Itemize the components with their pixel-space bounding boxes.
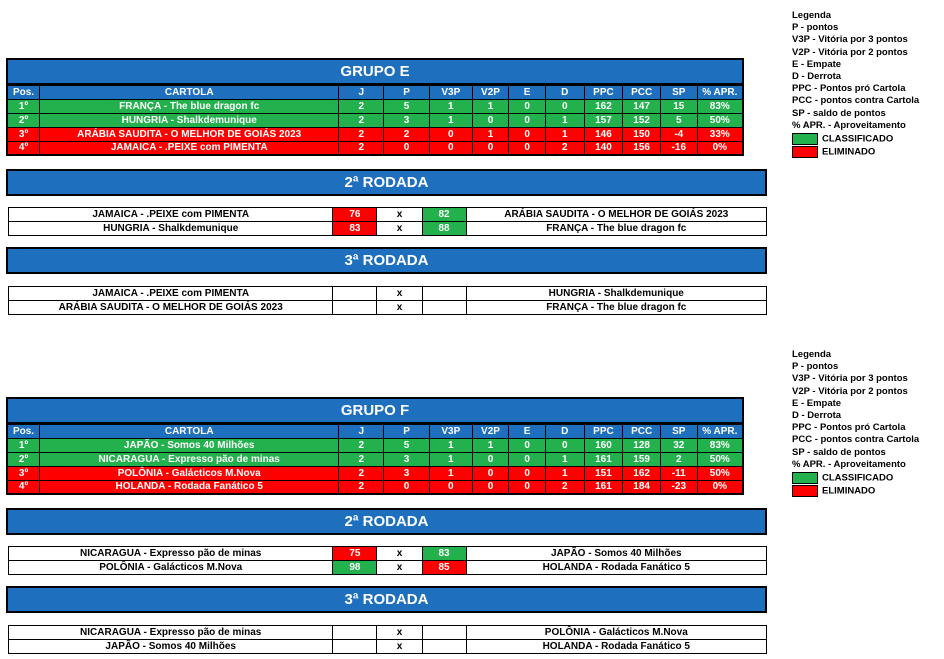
legend bbox=[792, 349, 919, 497]
cell-pcc: 147 bbox=[623, 99, 661, 113]
cell-pos: 2º bbox=[7, 113, 40, 127]
cell-v2p: 1 bbox=[472, 99, 509, 113]
cell-sp: -23 bbox=[660, 480, 697, 494]
legend-item: V3P - Vitória por 3 pontos bbox=[792, 34, 908, 46]
cell-apr: 50% bbox=[697, 466, 743, 480]
standings-row bbox=[7, 466, 743, 480]
cell-team: ARÁBIA SAUDITA - O MELHOR DE GOIÁS 2023 bbox=[40, 127, 339, 141]
cell-v2p: 1 bbox=[472, 127, 509, 141]
standings-row bbox=[7, 480, 743, 494]
cell-p: 0 bbox=[384, 480, 430, 494]
group-title: GRUPO F bbox=[6, 397, 744, 424]
cell-d: 1 bbox=[545, 113, 584, 127]
home-team: NICARAGUA - Expresso pão de minas bbox=[9, 547, 333, 561]
versus: x bbox=[377, 287, 422, 301]
cell-d: 1 bbox=[545, 452, 584, 466]
cell-v3p: 0 bbox=[429, 480, 472, 494]
cell-d: 2 bbox=[545, 480, 584, 494]
classified-swatch bbox=[792, 133, 818, 145]
standings-header-row bbox=[7, 424, 743, 438]
legend-item: E - Empate bbox=[792, 58, 842, 70]
column-header: V3P bbox=[429, 424, 472, 438]
cell-ppc: 161 bbox=[584, 480, 623, 494]
match-row bbox=[9, 208, 767, 222]
cell-j: 2 bbox=[339, 452, 384, 466]
away-team: POLÔNIA - Galácticos M.Nova bbox=[466, 626, 766, 640]
column-header: Pos. bbox=[7, 85, 40, 99]
cell-v3p: 1 bbox=[429, 438, 472, 452]
away-score: 82 bbox=[422, 208, 466, 222]
column-header: J bbox=[339, 85, 384, 99]
cell-team: HUNGRIA - Shalkdemunique bbox=[40, 113, 339, 127]
cell-pos: 4º bbox=[7, 480, 40, 494]
cell-pos: 2º bbox=[7, 452, 40, 466]
legend bbox=[792, 10, 919, 158]
cell-pcc: 152 bbox=[623, 113, 661, 127]
legend-item: SP - saldo de pontos bbox=[792, 107, 886, 119]
cell-team: JAMAICA - .PEIXE com PIMENTA bbox=[40, 141, 339, 155]
home-team: JAMAICA - .PEIXE com PIMENTA bbox=[9, 208, 333, 222]
legend-item: V3P - Vitória por 3 pontos bbox=[792, 373, 908, 385]
home-score: 98 bbox=[333, 561, 377, 575]
cell-d: 0 bbox=[545, 438, 584, 452]
versus: x bbox=[377, 208, 422, 222]
round-title: 2ª RODADA bbox=[6, 169, 767, 196]
legend-eliminated bbox=[792, 485, 919, 498]
column-header: V2P bbox=[472, 424, 509, 438]
standings-row bbox=[7, 127, 743, 141]
cell-team: JAPÃO - Somos 40 Milhões bbox=[40, 438, 339, 452]
cell-e: 0 bbox=[509, 113, 546, 127]
home-team: ARÁBIA SAUDITA - O MELHOR DE GOIÁS 2023 bbox=[9, 301, 333, 315]
legend-item: PCC - pontos contra Cartola bbox=[792, 434, 920, 446]
classified-swatch bbox=[792, 472, 818, 484]
cell-j: 2 bbox=[339, 480, 384, 494]
home-team: JAPÃO - Somos 40 Milhões bbox=[9, 640, 333, 654]
legend-item: D - Derrota bbox=[792, 410, 842, 422]
cell-sp: -16 bbox=[660, 141, 697, 155]
cell-pcc: 162 bbox=[623, 466, 661, 480]
legend-eliminated bbox=[792, 146, 919, 159]
cell-e: 0 bbox=[509, 480, 546, 494]
away-team: ARÁBIA SAUDITA - O MELHOR DE GOIÁS 2023 bbox=[466, 208, 766, 222]
home-team: JAMAICA - .PEIXE com PIMENTA bbox=[9, 287, 333, 301]
match-row bbox=[9, 301, 767, 315]
home-score bbox=[333, 287, 377, 301]
cell-e: 0 bbox=[509, 452, 546, 466]
column-header: E bbox=[509, 424, 546, 438]
legend-classified bbox=[792, 133, 919, 146]
legend-item: P - pontos bbox=[792, 22, 839, 34]
cell-pcc: 184 bbox=[623, 480, 661, 494]
home-team: HUNGRIA - Shalkdemunique bbox=[9, 222, 333, 236]
cell-ppc: 146 bbox=[584, 127, 623, 141]
home-score: 83 bbox=[333, 222, 377, 236]
cell-e: 0 bbox=[509, 141, 546, 155]
column-header: PCC bbox=[623, 85, 661, 99]
legend-item: PCC - pontos contra Cartola bbox=[792, 95, 920, 107]
home-score: 76 bbox=[333, 208, 377, 222]
standings-header-row bbox=[7, 85, 743, 99]
column-header: PCC bbox=[623, 424, 661, 438]
cell-apr: 0% bbox=[697, 141, 743, 155]
away-score: 88 bbox=[422, 222, 466, 236]
column-header: J bbox=[339, 424, 384, 438]
column-header: P bbox=[384, 424, 430, 438]
match-row bbox=[9, 547, 767, 561]
round-title: 3ª RODADA bbox=[6, 247, 767, 274]
cell-sp: 2 bbox=[660, 452, 697, 466]
cell-p: 3 bbox=[384, 452, 430, 466]
cell-v3p: 0 bbox=[429, 141, 472, 155]
cell-ppc: 151 bbox=[584, 466, 623, 480]
cell-team: HOLANDA - Rodada Fanático 5 bbox=[40, 480, 339, 494]
away-score bbox=[422, 626, 466, 640]
standings-table bbox=[6, 84, 744, 156]
cell-team: NICARAGUA - Expresso pão de minas bbox=[40, 452, 339, 466]
cell-v3p: 1 bbox=[429, 452, 472, 466]
cell-p: 5 bbox=[384, 99, 430, 113]
eliminated-label: ELIMINADO bbox=[822, 146, 876, 158]
classified-label: CLASSIFICADO bbox=[822, 472, 894, 484]
match-row bbox=[9, 287, 767, 301]
column-header: Pos. bbox=[7, 424, 40, 438]
cell-sp: 5 bbox=[660, 113, 697, 127]
legend-item: V2P - Vitória por 2 pontos bbox=[792, 46, 908, 58]
column-header: V3P bbox=[429, 85, 472, 99]
cell-pos: 1º bbox=[7, 99, 40, 113]
away-team: FRANÇA - The blue dragon fc bbox=[466, 301, 766, 315]
column-header: PPC bbox=[584, 85, 623, 99]
cell-d: 2 bbox=[545, 141, 584, 155]
legend-item: P - pontos bbox=[792, 361, 839, 373]
match-row bbox=[9, 222, 767, 236]
cell-j: 2 bbox=[339, 438, 384, 452]
cell-e: 0 bbox=[509, 438, 546, 452]
cell-sp: 15 bbox=[660, 99, 697, 113]
matches-table bbox=[8, 207, 767, 236]
standings-row bbox=[7, 113, 743, 127]
cell-j: 2 bbox=[339, 141, 384, 155]
home-score: 75 bbox=[333, 547, 377, 561]
eliminated-label: ELIMINADO bbox=[822, 485, 876, 497]
away-team: HUNGRIA - Shalkdemunique bbox=[466, 287, 766, 301]
cell-v3p: 1 bbox=[429, 99, 472, 113]
standings-row bbox=[7, 99, 743, 113]
cell-j: 2 bbox=[339, 466, 384, 480]
cell-pcc: 156 bbox=[623, 141, 661, 155]
cell-v3p: 0 bbox=[429, 127, 472, 141]
away-score bbox=[422, 301, 466, 315]
standings-row bbox=[7, 438, 743, 452]
away-score bbox=[422, 287, 466, 301]
legend-item: V2P - Vitória por 2 pontos bbox=[792, 385, 908, 397]
legend-item: PPC - Pontos pró Cartola bbox=[792, 422, 906, 434]
cell-pcc: 150 bbox=[623, 127, 661, 141]
cell-p: 2 bbox=[384, 127, 430, 141]
away-team: FRANÇA - The blue dragon fc bbox=[466, 222, 766, 236]
match-row bbox=[9, 640, 767, 654]
match-row bbox=[9, 626, 767, 640]
legend-item: E - Empate bbox=[792, 397, 842, 409]
round-title: 2ª RODADA bbox=[6, 508, 767, 535]
cell-ppc: 162 bbox=[584, 99, 623, 113]
cell-p: 3 bbox=[384, 466, 430, 480]
column-header: P bbox=[384, 85, 430, 99]
legend-item: % APR. - Aproveitamento bbox=[792, 119, 906, 131]
cell-pcc: 128 bbox=[623, 438, 661, 452]
cell-apr: 50% bbox=[697, 452, 743, 466]
away-score: 83 bbox=[422, 547, 466, 561]
match-row bbox=[9, 561, 767, 575]
cell-team: FRANÇA - The blue dragon fc bbox=[40, 99, 339, 113]
cell-sp: -4 bbox=[660, 127, 697, 141]
cell-pos: 1º bbox=[7, 438, 40, 452]
away-team: HOLANDA - Rodada Fanático 5 bbox=[466, 640, 766, 654]
standings-row bbox=[7, 452, 743, 466]
cell-d: 0 bbox=[545, 99, 584, 113]
cell-ppc: 160 bbox=[584, 438, 623, 452]
away-team: JAPÃO - Somos 40 Milhões bbox=[466, 547, 766, 561]
column-header: D bbox=[545, 424, 584, 438]
legend-item: D - Derrota bbox=[792, 71, 842, 83]
matches-table bbox=[8, 546, 767, 575]
classified-label: CLASSIFICADO bbox=[822, 133, 894, 145]
group-title: GRUPO E bbox=[6, 58, 744, 85]
cell-apr: 83% bbox=[697, 438, 743, 452]
home-team: POLÔNIA - Galácticos M.Nova bbox=[9, 561, 333, 575]
away-score bbox=[422, 640, 466, 654]
cell-sp: -11 bbox=[660, 466, 697, 480]
legend-title: Legenda bbox=[792, 10, 832, 21]
cell-v3p: 1 bbox=[429, 113, 472, 127]
legend-item: % APR. - Aproveitamento bbox=[792, 458, 906, 470]
cell-v2p: 0 bbox=[472, 480, 509, 494]
cell-j: 2 bbox=[339, 113, 384, 127]
cell-v3p: 1 bbox=[429, 466, 472, 480]
legend-classified bbox=[792, 472, 919, 485]
cell-pcc: 159 bbox=[623, 452, 661, 466]
cell-d: 1 bbox=[545, 127, 584, 141]
standings-table bbox=[6, 423, 744, 495]
cell-pos: 4º bbox=[7, 141, 40, 155]
cell-p: 0 bbox=[384, 141, 430, 155]
cell-pos: 3º bbox=[7, 466, 40, 480]
cell-d: 1 bbox=[545, 466, 584, 480]
column-header: CARTOLA bbox=[40, 85, 339, 99]
column-header: SP bbox=[660, 85, 697, 99]
cell-v2p: 0 bbox=[472, 452, 509, 466]
column-header: D bbox=[545, 85, 584, 99]
cell-apr: 0% bbox=[697, 480, 743, 494]
versus: x bbox=[377, 222, 422, 236]
cell-apr: 50% bbox=[697, 113, 743, 127]
home-score bbox=[333, 301, 377, 315]
cell-sp: 32 bbox=[660, 438, 697, 452]
versus: x bbox=[377, 547, 422, 561]
cell-j: 2 bbox=[339, 127, 384, 141]
cell-ppc: 161 bbox=[584, 452, 623, 466]
eliminated-swatch bbox=[792, 146, 818, 158]
cell-ppc: 157 bbox=[584, 113, 623, 127]
versus: x bbox=[377, 626, 422, 640]
column-header: V2P bbox=[472, 85, 509, 99]
column-header: CARTOLA bbox=[40, 424, 339, 438]
away-score: 85 bbox=[422, 561, 466, 575]
versus: x bbox=[377, 561, 422, 575]
versus: x bbox=[377, 301, 422, 315]
versus: x bbox=[377, 640, 422, 654]
legend-title: Legenda bbox=[792, 349, 832, 360]
cell-apr: 33% bbox=[697, 127, 743, 141]
legend-item: PPC - Pontos pró Cartola bbox=[792, 83, 906, 95]
column-header: SP bbox=[660, 424, 697, 438]
cell-v2p: 0 bbox=[472, 466, 509, 480]
matches-table bbox=[8, 625, 767, 654]
column-header: E bbox=[509, 85, 546, 99]
away-team: HOLANDA - Rodada Fanático 5 bbox=[466, 561, 766, 575]
cell-e: 0 bbox=[509, 127, 546, 141]
cell-v2p: 1 bbox=[472, 438, 509, 452]
cell-v2p: 0 bbox=[472, 113, 509, 127]
cell-e: 0 bbox=[509, 466, 546, 480]
column-header: % APR. bbox=[697, 424, 743, 438]
cell-p: 5 bbox=[384, 438, 430, 452]
cell-pos: 3º bbox=[7, 127, 40, 141]
cell-e: 0 bbox=[509, 99, 546, 113]
home-score bbox=[333, 640, 377, 654]
cell-ppc: 140 bbox=[584, 141, 623, 155]
legend-item: SP - saldo de pontos bbox=[792, 446, 886, 458]
home-score bbox=[333, 626, 377, 640]
cell-v2p: 0 bbox=[472, 141, 509, 155]
standings-row bbox=[7, 141, 743, 155]
matches-table bbox=[8, 286, 767, 315]
column-header: PPC bbox=[584, 424, 623, 438]
home-team: NICARAGUA - Expresso pão de minas bbox=[9, 626, 333, 640]
cell-p: 3 bbox=[384, 113, 430, 127]
cell-apr: 83% bbox=[697, 99, 743, 113]
round-title: 3ª RODADA bbox=[6, 586, 767, 613]
eliminated-swatch bbox=[792, 485, 818, 497]
cell-team: POLÔNIA - Galácticos M.Nova bbox=[40, 466, 339, 480]
column-header: % APR. bbox=[697, 85, 743, 99]
cell-j: 2 bbox=[339, 99, 384, 113]
